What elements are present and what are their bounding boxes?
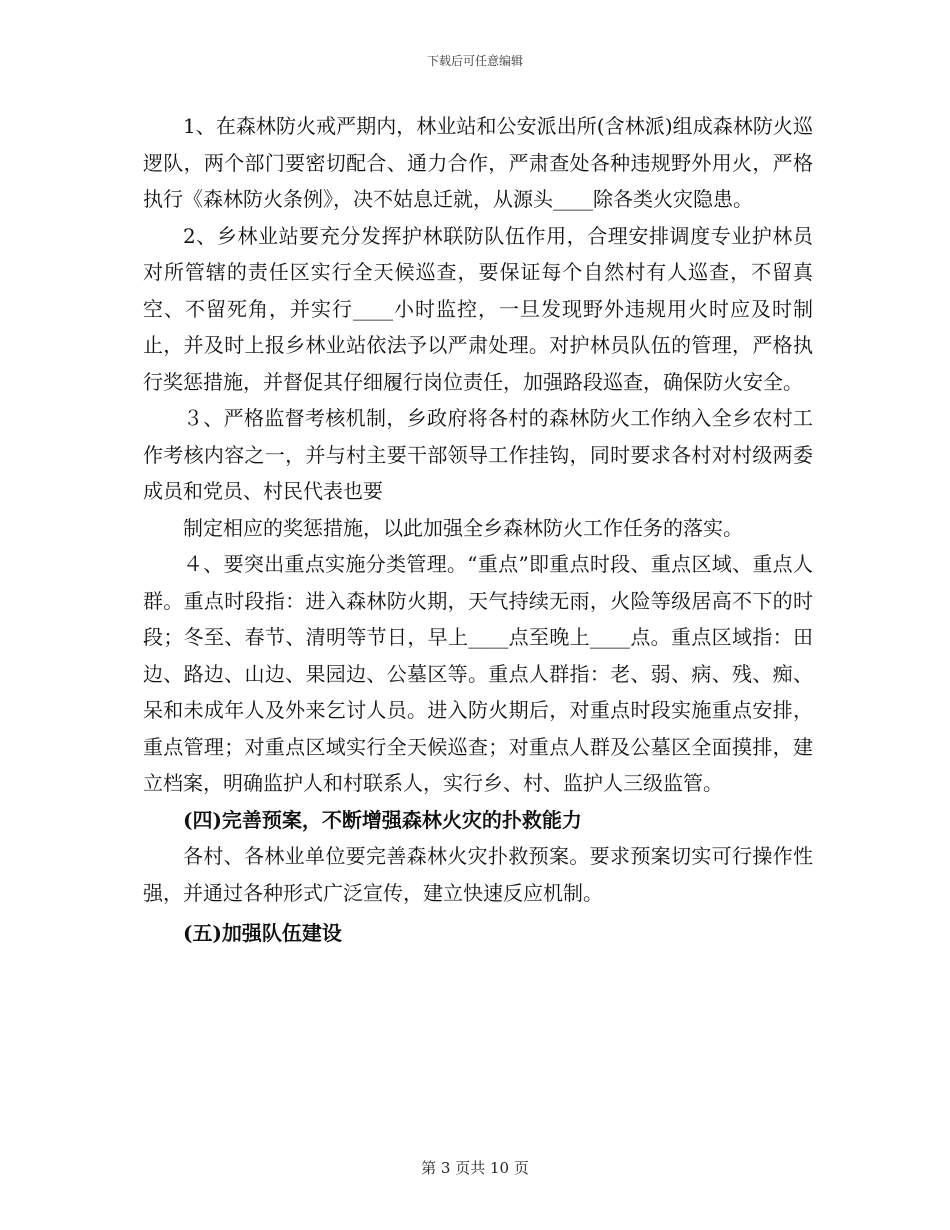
paragraph-3-continued: 制定相应的奖惩措施，以此加强全乡森林防火工作任务的落实。 (183, 515, 743, 540)
paragraph-3: ３、严格监督考核机制，乡政府将各村的森林防火工作纳入全乡农村工作考核内容之一，并与村主要干部领导工作挂钩，同时要求各村对村级两委成员和党员、村民代表也要 (143, 406, 813, 503)
section-heading-4: (四)完善预案，不断增强森林火灾的扑救能力 (183, 807, 582, 832)
document-body (143, 108, 813, 952)
page-number: 第 3 页共 10 页 (421, 1159, 529, 1177)
paragraph-4: ４、要突出重点实施分类管理。“重点”即重点时段、重点区域、重点人群。重点时段指：进入森林防火期，天气持续无雨，火险等级居高不下的时段；冬至、春节、清明等节日，早上____点至晚上____点。重点区域指：田边、路边、山边、果园边、公墓区等。重点人群指：老、弱、病、残、痴、呆和未成年人及外来乞讨人员。进入防火期后，对重点时段实施重点安排，重点管理；对重点区域实行全天候巡查；对重点人群及公墓区全面摸排，建立档案，明确监护人和村联系人，实行乡、村、监护人三级监管。 (143, 552, 813, 795)
page-header: 下载后可任意编辑 (426, 54, 523, 68)
paragraph-1: 1、在森林防火戒严期内，林业站和公安派出所(含林派)组成森林防火巡逻队，两个部门要密切配合、通力合作，严肃查处各种违规野外用火，严格执行《森林防火条例》，决不姑息迁就，从源头____除各类火灾隐患。 (143, 114, 813, 211)
paragraph-5: 各村、各林业单位要完善森林火灾扑救预案。要求预案切实可行操作性强，并通过各种形式广泛宣传，建立快速反应机制。 (143, 844, 813, 905)
paragraph-2: 2、乡林业站要充分发挥护林联防队伍作用，合理安排调度专业护林员对所管辖的责任区实行全天候巡查，要保证每个自然村有人巡查，不留真空、不留死角，并实行____小时监控，一旦发现野外违规用火时应及时制止，并及时上报乡林业站依法予以严肃处理。对护林员队伍的管理，严格执行奖惩措施，并督促其仔细履行岗位责任，加强路段巡查，确保防火安全。 (143, 223, 813, 394)
section-heading-5: (五)加强队伍建设 (183, 921, 342, 945)
